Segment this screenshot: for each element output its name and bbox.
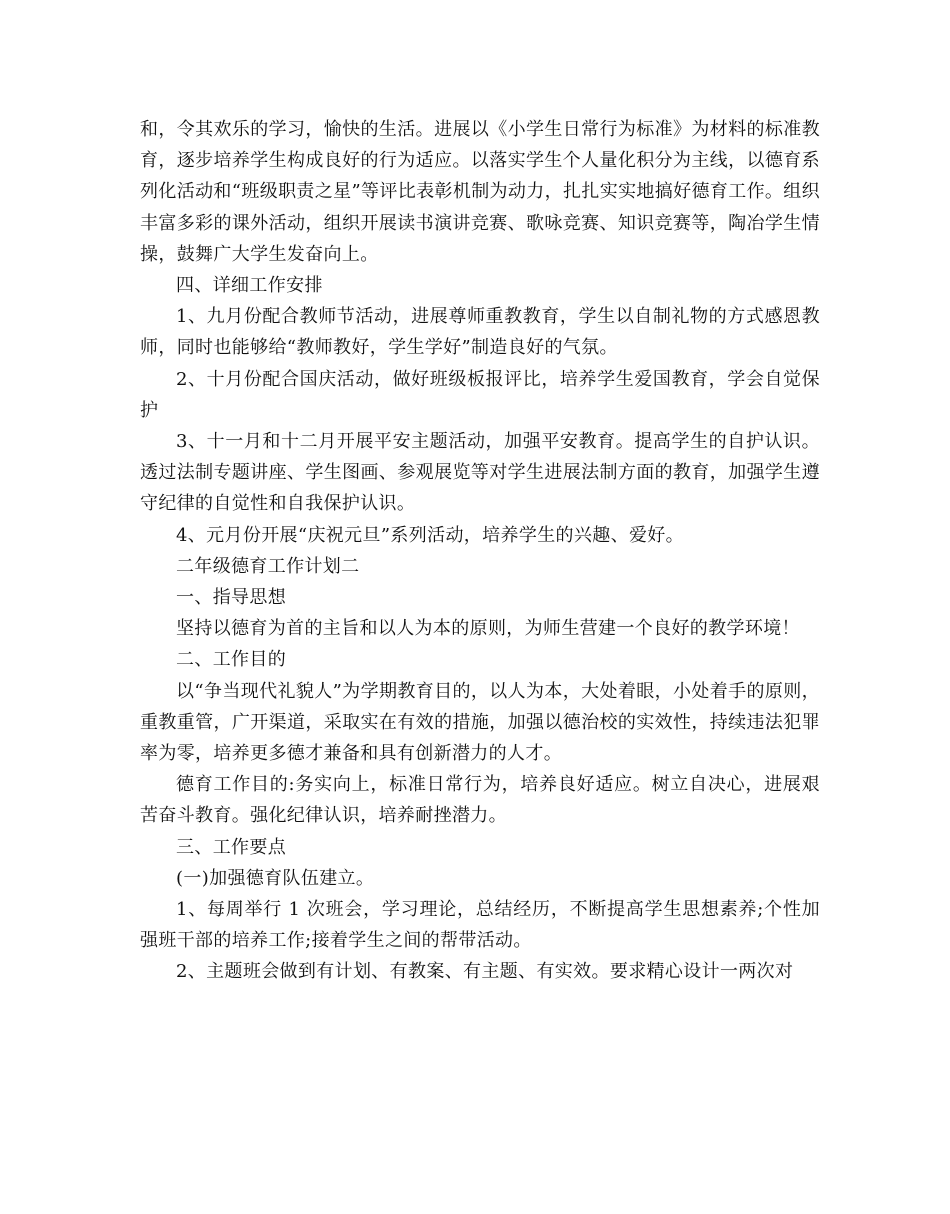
document-subtitle: 二年级德育工作计划二 [176,555,360,577]
section-heading-guiding-idea: 一、指导思想 [176,587,287,609]
paragraph-work-goal: 以“争当现代礼貌人”为学期教育目的，以人为本，大处着眼，小处着手的原则，重教重管，广开渠道，采取实在有效的措施，加强以德治校的实效性，持续违法犯罪率为零，培养更多德才兼备和具有创新潜力的人才。 [140,680,820,765]
list-item-nov-dec: 3、十一月和十二月开展平安主题活动，加强平安教育。提高学生的自护认识。透过法制专题讲座、学生图画、参观展览等对学生进展法制方面的教育，加强学生遵守纪律的自觉性和自我保护认识。 [140,431,820,515]
list-item-weekly-meeting: 1、每周举行 1 次班会，学习理论，总结经历，不断提高学生思想素养;个性加强班干部的培养工作;接着学生之间的帮带活动。 [140,899,820,952]
list-item-theme-meeting: 2、主题班会做到有计划、有教案、有主题、有实效。要求精心设计一两次对 [176,961,794,983]
subsection-heading-team-building: (一)加强德育队伍建立。 [176,867,375,889]
paragraph-guiding-idea: 坚持以德育为首的主旨和以人为本的原则，为师生营建一个良好的教学环境！ [176,618,800,640]
section-heading-work-arrangement: 四、详细工作安排 [176,275,323,297]
list-item-january: 4、元月份开展“庆祝元旦”系列活动，培养学生的兴趣、爱好。 [176,524,685,546]
paragraph-moral-goal: 德育工作目的:务实向上，标准日常行为，培养良好适应。树立自决心，进展艰苦奋斗教育。强化纪律认识，培养耐挫潜力。 [140,774,820,827]
document-body [140,114,820,988]
section-heading-work-points: 三、工作要点 [176,836,287,858]
list-item-september: 1、九月份配合教师节活动，进展尊师重教教育，学生以自制礼物的方式感恩教师，同时也能够给“教师教好，学生学好”制造良好的气氛。 [140,306,820,359]
list-item-october: 2、十月份配合国庆活动，做好班级板报评比，培养学生爱国教育，学会自觉保护 [140,368,820,421]
paragraph-continuation: 和，令其欢乐的学习，愉快的生活。进展以《小学生日常行为标准》为材料的标准教育，逐步培养学生构成良好的行为适应。以落实学生个人量化积分为主线，以德育系列化活动和“班级职责之星”等评比表彰机制为动力，扎扎实实地搞好德育工作。组织丰富多彩的课外活动，组织开展读书演讲竞赛、歌咏竞赛、知识竞赛等，陶冶学生情操，鼓舞广大学生发奋向上。 [140,119,820,265]
section-heading-work-goal: 二、工作目的 [176,649,287,671]
